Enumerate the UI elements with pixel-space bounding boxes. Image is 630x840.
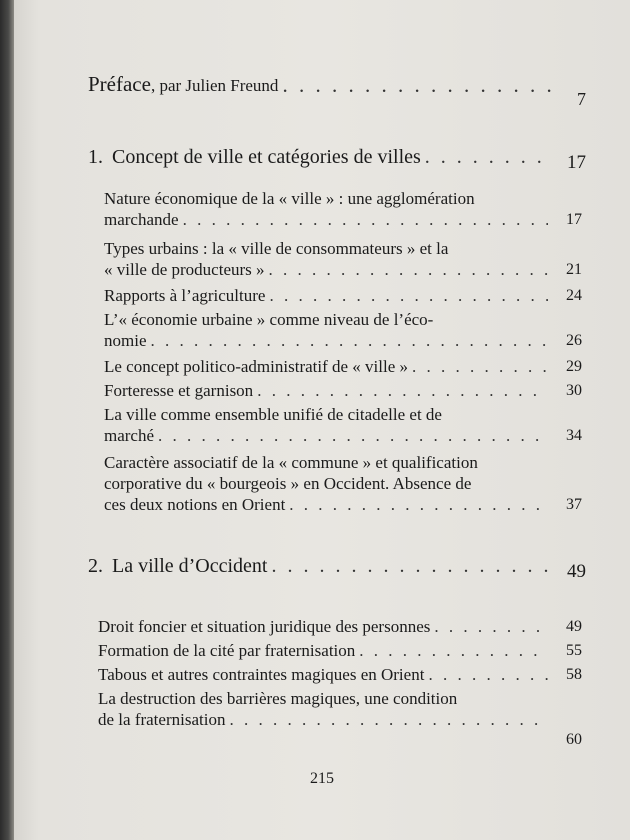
section-line: Caractère associatif de la « commune » et qualification	[104, 453, 478, 472]
toc-section	[104, 309, 582, 351]
section-line: marchande	[104, 210, 179, 229]
toc-section	[104, 380, 582, 401]
section-page: 21	[566, 261, 582, 278]
chapter-title: La ville d’Occident	[112, 555, 268, 577]
section-line: L’« économie urbaine » comme niveau de l’éco-	[104, 310, 434, 329]
page-number: 215	[310, 770, 334, 787]
chapter-number: 1.	[88, 146, 103, 168]
preface-title: Préface	[88, 72, 151, 96]
leader-dots	[289, 494, 548, 515]
section-line: Forteresse et garnison	[104, 381, 254, 400]
toc-chapter-1	[88, 146, 586, 173]
leader-dots	[425, 147, 552, 168]
section-line: corporative du « bourgeois » en Occident. Absence de	[104, 474, 472, 493]
toc-chapter-2	[88, 555, 586, 582]
section-line: Formation de la cité par fraternisation	[98, 641, 356, 660]
toc-section	[98, 664, 582, 685]
leader-dots	[434, 616, 548, 637]
chapter-number: 2.	[88, 555, 103, 577]
section-line: Rapports à l’agriculture	[104, 286, 266, 305]
section-page: 24	[566, 287, 582, 304]
chapter-page: 49	[567, 561, 586, 582]
leader-dots	[158, 425, 548, 446]
section-page: 55	[566, 642, 582, 659]
leader-dots	[269, 285, 548, 306]
preface-page: 7	[577, 89, 586, 109]
leader-dots	[151, 330, 549, 351]
chapter-page: 17	[567, 152, 586, 173]
section-page: 49	[566, 618, 582, 635]
section-line: Nature économique de la « ville » : une agglomération	[104, 189, 475, 208]
section-line: La destruction des barrières magiques, une condition	[98, 689, 458, 708]
section-line: Droit foncier et situation juridique des personnes	[98, 617, 431, 636]
section-line: « ville de producteurs »	[104, 260, 265, 279]
leader-dots	[412, 356, 548, 377]
section-page: 37	[566, 496, 582, 513]
chapter-title: Concept de ville et catégories de villes	[112, 146, 421, 168]
toc-section	[104, 356, 582, 377]
leader-dots	[183, 209, 548, 230]
section-page: 17	[566, 211, 582, 228]
section-line: de la fraternisation	[98, 710, 226, 729]
section-page: 26	[566, 332, 582, 349]
section-line: ces deux notions en Orient	[104, 495, 286, 514]
leader-dots	[282, 75, 552, 96]
section-line: Types urbains : la « ville de consommateurs » et la	[104, 239, 449, 258]
toc-preface	[88, 72, 586, 109]
section-line: Le concept politico-administratif de « ville »	[104, 357, 409, 376]
section-line: Tabous et autres contraintes magiques en Orient	[98, 665, 425, 684]
leader-dots	[269, 259, 548, 280]
book-page	[14, 0, 630, 840]
toc-section	[104, 188, 582, 230]
section-page: 34	[566, 427, 582, 444]
book-spine-shadow	[0, 0, 14, 840]
toc-section	[98, 640, 582, 661]
leader-dots	[229, 709, 548, 730]
toc-section	[104, 238, 582, 280]
toc-section	[98, 616, 582, 637]
preface-author: , par Julien Freund	[150, 76, 279, 95]
leader-dots	[272, 556, 553, 577]
section-line: La ville comme ensemble unifié de citadelle et de	[104, 405, 442, 424]
section-page: 60	[566, 731, 582, 748]
section-page: 29	[566, 358, 582, 375]
toc-section	[98, 688, 582, 748]
section-line: marché	[104, 426, 155, 445]
toc-section	[104, 404, 582, 446]
leader-dots	[359, 640, 548, 661]
toc-section	[104, 285, 582, 306]
toc-section	[104, 452, 582, 515]
leader-dots	[257, 380, 548, 401]
leader-dots	[428, 664, 548, 685]
section-line: nomie	[104, 331, 147, 350]
section-page: 30	[566, 382, 582, 399]
section-page: 58	[566, 666, 582, 683]
